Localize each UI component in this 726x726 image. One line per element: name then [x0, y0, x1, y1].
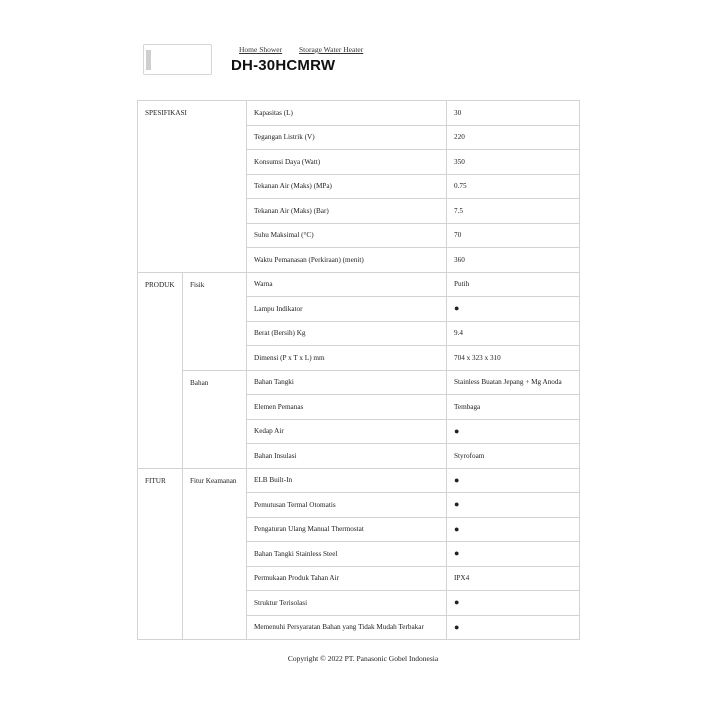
spec-value: 9.4	[447, 321, 580, 346]
spec-value: 350	[447, 150, 580, 175]
spec-label: Bahan Tangki Stainless Steel	[247, 542, 447, 567]
spec-table	[137, 100, 580, 640]
spec-value: 7.5	[447, 199, 580, 224]
value-dot-icon: ●	[447, 517, 580, 542]
page-header	[143, 44, 583, 80]
table-row	[138, 370, 580, 395]
spec-label: Lampu Indikator	[247, 297, 447, 322]
table-row	[138, 272, 580, 297]
spec-label: Elemen Pemanas	[247, 395, 447, 420]
spec-label: Dimensi (P x T x L) mm	[247, 346, 447, 371]
spec-table-body	[138, 101, 580, 640]
value-dot-icon: ●	[447, 419, 580, 444]
spec-label: Bahan Insulasi	[247, 444, 447, 469]
spec-label: ELB Built-In	[247, 468, 447, 493]
spec-label: Waktu Pemanasan (Perkiraan) (menit)	[247, 248, 447, 273]
spec-value: 30	[447, 101, 580, 126]
spec-value: Putih	[447, 272, 580, 297]
spec-label: Kapasitas (L)	[247, 101, 447, 126]
breadcrumb	[239, 45, 378, 54]
spec-label: Permukaan Produk Tahan Air	[247, 566, 447, 591]
value-dot-icon: ●	[447, 591, 580, 616]
spec-label: Pemutusan Termal Otomatis	[247, 493, 447, 518]
spec-label: Struktur Terisolasi	[247, 591, 447, 616]
table-row	[138, 101, 580, 126]
spec-label: Konsumsi Daya (Watt)	[247, 150, 447, 175]
spec-value: 0.75	[447, 174, 580, 199]
value-dot-icon: ●	[447, 615, 580, 640]
spec-value: 360	[447, 248, 580, 273]
spec-label: Tekanan Air (Maks) (MPa)	[247, 174, 447, 199]
spec-label: Bahan Tangki	[247, 370, 447, 395]
page-title: DH-30HCMRW	[231, 57, 336, 74]
group-label-fitur: FITUR	[138, 468, 183, 640]
breadcrumb-link-storage-water-heater[interactable]: Storage Water Heater	[299, 45, 364, 54]
subgroup-label-fisik: Fisik	[183, 272, 247, 370]
value-dot-icon: ●	[447, 493, 580, 518]
spec-label: Tekanan Air (Maks) (Bar)	[247, 199, 447, 224]
spec-label: Warna	[247, 272, 447, 297]
spec-value: Tembaga	[447, 395, 580, 420]
spec-label: Berat (Bersih) Kg	[247, 321, 447, 346]
spec-label: Memenuhi Persyaratan Bahan yang Tidak Mudah Terbakar	[247, 615, 447, 640]
spec-value: Stainless Buatan Jepang + Mg Anoda	[447, 370, 580, 395]
thumbnail-accent	[146, 50, 151, 70]
spec-value: 70	[447, 223, 580, 248]
table-row	[138, 468, 580, 493]
spec-value: IPX4	[447, 566, 580, 591]
value-dot-icon: ●	[447, 297, 580, 322]
spec-label: Pengaturan Ulang Manual Thermostat	[247, 517, 447, 542]
group-label-spesifikasi: SPESIFIKASI	[138, 101, 247, 273]
product-thumbnail	[143, 44, 212, 75]
group-label-produk: PRODUK	[138, 272, 183, 468]
spec-label: Suhu Maksimal (°C)	[247, 223, 447, 248]
spec-value: Styrofoam	[447, 444, 580, 469]
value-dot-icon: ●	[447, 468, 580, 493]
spec-value: 704 x 323 x 310	[447, 346, 580, 371]
spec-label: Tegangan Listrik (V)	[247, 125, 447, 150]
spec-value: 220	[447, 125, 580, 150]
breadcrumb-link-home-shower[interactable]: Home Shower	[239, 45, 283, 54]
subgroup-label-bahan: Bahan	[183, 370, 247, 468]
footer-copyright: Copyright © 2022 PT. Panasonic Gobel Indonesia	[287, 654, 439, 663]
value-dot-icon: ●	[447, 542, 580, 567]
spec-label: Kedap Air	[247, 419, 447, 444]
subgroup-label-fitur-keamanan: Fitur Keamanan	[183, 468, 247, 640]
